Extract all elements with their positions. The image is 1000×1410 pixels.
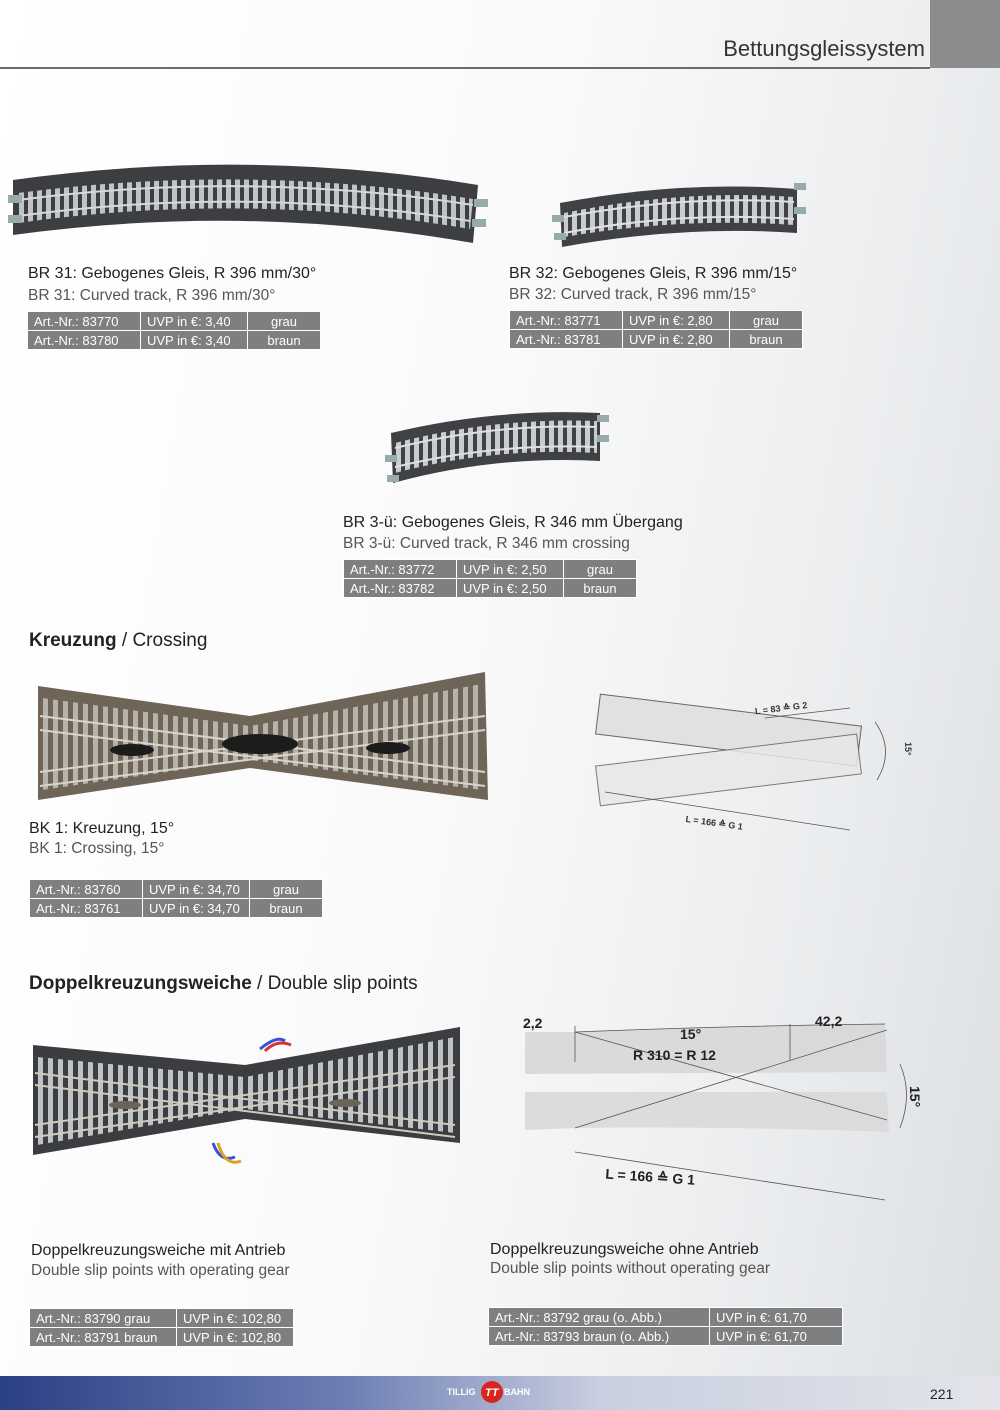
- table-row: [30, 880, 323, 899]
- double-slip-diagram-label-angle-top: 15°: [680, 1026, 702, 1042]
- br3u-price-table: [343, 559, 637, 598]
- header-tab: [930, 0, 1000, 68]
- article-number: Art.-Nr.: 83792 grau (o. Abb.): [489, 1308, 710, 1327]
- with-gear-price-table: [29, 1308, 294, 1347]
- header-rule: [0, 67, 930, 69]
- crossing-section-title: [29, 630, 207, 652]
- price: UVP in €: 2,50: [457, 579, 564, 598]
- logo-left-text: TILLIG: [447, 1387, 476, 1397]
- br32-price-table: [509, 310, 803, 349]
- table-row: [30, 1328, 294, 1347]
- article-number: Art.-Nr.: 83791 braun: [30, 1328, 177, 1347]
- price: UVP in €: 3,40: [141, 312, 248, 331]
- article-number: Art.-Nr.: 83770: [28, 312, 141, 331]
- curved-track-br32-image: [552, 175, 812, 255]
- without-gear-price-table: [488, 1307, 843, 1346]
- double-slip-diagram: [515, 1002, 935, 1202]
- double-slip-diagram-label-radius: R 310 = R 12: [633, 1047, 716, 1063]
- crossing-price-table: [29, 879, 323, 918]
- color: grau: [248, 312, 321, 331]
- price: UVP in €: 34,70: [143, 880, 250, 899]
- color: braun: [730, 330, 803, 349]
- color: grau: [730, 311, 803, 330]
- br31-title-de: BR 31: Gebogenes Gleis, R 396 mm/30°: [28, 265, 317, 282]
- table-row: [344, 560, 637, 579]
- price: UVP in €: 2,80: [623, 311, 730, 330]
- table-row: [30, 1309, 294, 1328]
- double-slip-section-title-de: Doppelkreuzungsweiche: [29, 973, 252, 994]
- table-row: [489, 1308, 843, 1327]
- table-row: [344, 579, 637, 598]
- br31-price-table: [27, 311, 321, 350]
- double-slip-diagram-label-right: 42,2: [815, 1013, 843, 1029]
- price: UVP in €: 3,40: [141, 331, 248, 350]
- table-row: [489, 1327, 843, 1346]
- crossing-diagram-label-top: L = 83 ≙ G 2: [754, 700, 808, 717]
- table-row: [30, 899, 323, 918]
- article-number: Art.-Nr.: 83772: [344, 560, 457, 579]
- article-number: Art.-Nr.: 83780: [28, 331, 141, 350]
- crossing-diagram-label-bottom: L = 166 ≙ G 1: [685, 813, 744, 832]
- price: UVP in €: 2,50: [457, 560, 564, 579]
- table-row: [510, 311, 803, 330]
- without-gear-title-en: Double slip points without operating gear: [490, 1260, 771, 1277]
- crossing-title-de: BK 1: Kreuzung, 15°: [29, 820, 175, 837]
- without-gear-title-de: Doppelkreuzungsweiche ohne Antrieb: [490, 1241, 759, 1258]
- color: braun: [248, 331, 321, 350]
- double-slip-track-image: [15, 1025, 475, 1175]
- tillig-bahn-logo: [447, 1379, 531, 1405]
- logo-mark: TT: [485, 1387, 499, 1399]
- price: UVP in €: 34,70: [143, 899, 250, 918]
- page-title: Bettungsgleissystem: [723, 36, 925, 61]
- curved-track-br3u-image: [385, 403, 615, 493]
- price: UVP in €: 2,80: [623, 330, 730, 349]
- crossing-diagram-label-angle: 15°: [903, 742, 913, 756]
- crossing-track-image: [30, 668, 500, 810]
- price: UVP in €: 102,80: [177, 1328, 294, 1347]
- double-slip-section-separator: /: [251, 973, 268, 994]
- price: UVP in €: 102,80: [177, 1309, 294, 1328]
- double-slip-section-title-en: Double slip points: [267, 973, 418, 994]
- br32-title-en: BR 32: Curved track, R 396 mm/15°: [509, 286, 757, 303]
- color: grau: [250, 880, 323, 899]
- article-number: Art.-Nr.: 83793 braun (o. Abb.): [489, 1327, 710, 1346]
- article-number: Art.-Nr.: 83782: [344, 579, 457, 598]
- color: braun: [564, 579, 637, 598]
- price: UVP in €: 61,70: [710, 1308, 843, 1327]
- double-slip-section-title: [29, 973, 418, 995]
- color: braun: [250, 899, 323, 918]
- article-number: Art.-Nr.: 83760: [30, 880, 143, 899]
- article-number: Art.-Nr.: 83790 grau: [30, 1309, 177, 1328]
- article-number: Art.-Nr.: 83761: [30, 899, 143, 918]
- with-gear-title-en: Double slip points with operating gear: [31, 1262, 290, 1279]
- table-row: [28, 331, 321, 350]
- double-slip-diagram-label-angle-side: 15°: [907, 1086, 923, 1108]
- curved-track-br31-image: [8, 155, 493, 265]
- br3u-title-en: BR 3-ü: Curved track, R 346 mm crossing: [343, 535, 630, 552]
- crossing-section-separator: /: [116, 630, 133, 651]
- crossing-diagram: [575, 680, 925, 850]
- crossing-title-en: BK 1: Crossing, 15°: [29, 840, 165, 857]
- page-number: 221: [930, 1386, 954, 1402]
- table-row: [510, 330, 803, 349]
- price: UVP in €: 61,70: [710, 1327, 843, 1346]
- logo-right-text: BAHN: [504, 1387, 530, 1397]
- crossing-section-title-de: Kreuzung: [29, 630, 117, 651]
- br32-title-de: BR 32: Gebogenes Gleis, R 396 mm/15°: [509, 265, 798, 282]
- br3u-title-de: BR 3-ü: Gebogenes Gleis, R 346 mm Übergang: [343, 514, 683, 531]
- with-gear-title-de: Doppelkreuzungsweiche mit Antrieb: [31, 1242, 286, 1259]
- article-number: Art.-Nr.: 83781: [510, 330, 623, 349]
- double-slip-diagram-label-bottom: L = 166 ≙ G 1: [604, 1165, 696, 1188]
- double-slip-diagram-label-left: 2,2: [523, 1015, 543, 1031]
- color: grau: [564, 560, 637, 579]
- table-row: [28, 312, 321, 331]
- article-number: Art.-Nr.: 83771: [510, 311, 623, 330]
- br31-title-en: BR 31: Curved track, R 396 mm/30°: [28, 287, 276, 304]
- crossing-section-title-en: Crossing: [132, 630, 208, 651]
